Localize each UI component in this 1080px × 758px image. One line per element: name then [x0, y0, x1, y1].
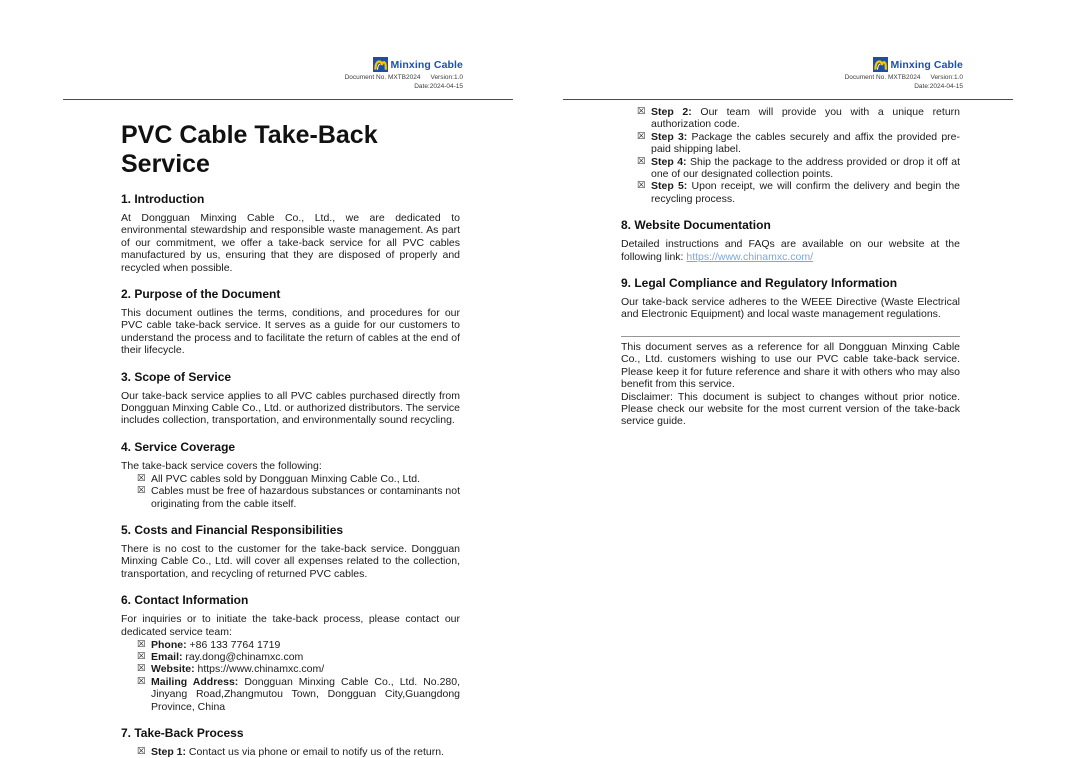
disclaimer-note: Disclaimer: This document is subject to changes without prior notice. Please check our website for the most current version of the take-back service guide. [621, 390, 960, 428]
list-item [137, 485, 460, 510]
ballot-x-icon: ☒ [137, 745, 146, 757]
process-step-text: Step 1: Contact us via phone or email to notify us of the return. [151, 745, 444, 758]
document-version: Version:1.0 [930, 74, 963, 81]
document-date: Date:2024-04-15 [914, 82, 963, 90]
process-step-1 [137, 746, 460, 758]
contact-website [137, 663, 460, 675]
section-heading-website: 8. Website Documentation [621, 218, 771, 233]
document-meta-line1 [63, 74, 463, 83]
page-header [63, 0, 513, 100]
process-step-text: Step 4: Ship the package to the address provided or drop it off at one of our designated collection points. [651, 155, 960, 181]
section-body-scope: Our take-back service applies to all PVC cables purchased directly from Dongguan Minxing Cable Co., Ltd. or authorized distributors. The service includes collection, transportation, and environmentally sound recycling. [121, 389, 460, 427]
section-intro-contact: For inquiries or to initiate the take-back process, please contact our dedicated service team: [121, 613, 460, 638]
coverage-list [121, 473, 460, 510]
document-meta [563, 74, 963, 91]
minxing-logo-icon [373, 57, 388, 72]
ballot-x-icon: ☒ [137, 638, 146, 650]
section-body-introduction: At Dongguan Minxing Cable Co., Ltd., we are dedicated to environmental stewardship and responsible waste management. As part of our commitment, we offer a take-back service for all PVC cables manufactured by us, ensuring that they are disposed of properly and recycled when possible. [121, 212, 460, 274]
ballot-x-icon: ☒ [637, 155, 646, 167]
process-step-5 [637, 180, 960, 205]
ballot-x-icon: ☒ [137, 472, 146, 484]
section-heading-introduction: 1. Introduction [121, 192, 205, 206]
contact-address-text: Mailing Address: Dongguan Minxing Cable Co., Ltd. No.280, Jinyang Road,Zhangmutou Town, Dongguan City,Guangdong Province, China [151, 675, 460, 713]
ballot-x-icon: ☒ [137, 663, 146, 675]
contact-website-text: Website: https://www.chinamxc.com/ [151, 663, 325, 676]
process-step-3 [637, 131, 960, 156]
process-step-text: Step 5: Upon receipt, we will confirm the delivery and begin the recycling process. [651, 180, 960, 205]
page-title: PVC Cable Take-Back Service [121, 121, 378, 178]
page-1 [63, 0, 513, 758]
document-meta-line1 [563, 74, 963, 83]
page-2 [563, 0, 1013, 428]
brand-logo [563, 57, 963, 72]
brand-logo [63, 57, 463, 72]
header-divider [63, 99, 513, 100]
page-header [563, 0, 1013, 100]
ballot-x-icon: ☒ [637, 180, 646, 192]
brand-name: Minxing Cable [390, 58, 463, 71]
section-body-purpose: This document outlines the terms, conditions, and procedures for our PVC cable take-back service. It serves as a guide for our customers to understand the process and to facilitate the return of cables at the end of their lifecycle. [121, 307, 460, 357]
process-step-text: Step 2: Our team will provide you with a unique return authorization code. [651, 106, 960, 131]
section-heading-scope: 3. Scope of Service [121, 369, 232, 384]
document-number: Document No. MXTB2024 [344, 74, 421, 81]
list-item-text: All PVC cables sold by Dongguan Minxing Cable Co., Ltd. [151, 472, 421, 485]
minxing-logo-icon [873, 57, 888, 72]
footer-divider [621, 336, 960, 337]
ballot-x-icon: ☒ [637, 106, 646, 117]
contact-phone [137, 639, 460, 651]
section-heading-costs: 5. Costs and Financial Responsibilities [121, 523, 344, 537]
section-body-costs: There is no cost to the customer for the take-back service. Dongguan Minxing Cable Co., Ltd. will cover all expenses related to the collection, transportation, and recycling of returned PVC cables. [121, 543, 460, 580]
contact-phone-text: Phone: +86 133 7764 1719 [151, 638, 281, 651]
section-intro-coverage: The take-back service covers the following: [121, 459, 322, 472]
document-meta [63, 74, 463, 91]
section-body-website: Detailed instructions and FAQs are available on our website at the following link: https://www.chinamxc.com/ [621, 238, 960, 263]
process-step-text: Step 3: Package the cables securely and affix the provided pre-paid shipping label. [651, 130, 960, 156]
section-body-legal: Our take-back service adheres to the WEEE Directive (Waste Electrical and Electronic Equipment) and local waste management regulations. [621, 296, 960, 321]
closing-note: This document serves as a reference for all Dongguan Minxing Cable Co., Ltd. customers wishing to use our PVC cable take-back service. Please keep it for future reference and share it with others who may also benefit from this service. [621, 340, 960, 391]
list-item-text: Cables must be free of hazardous substances or contaminants not originating from the cable itself. [151, 485, 460, 510]
process-list [121, 746, 460, 758]
list-item [137, 473, 460, 485]
contact-list [121, 639, 460, 713]
section-heading-contact: 6. Contact Information [121, 593, 249, 608]
header-divider [563, 99, 1013, 100]
brand-name: Minxing Cable [890, 58, 963, 71]
contact-email-text: Email: ray.dong@chinamxc.com [151, 650, 304, 663]
section-heading-process: 7. Take-Back Process [121, 725, 244, 740]
section-heading-purpose: 2. Purpose of the Document [121, 287, 281, 302]
website-link[interactable]: https://www.chinamxc.com/ [686, 250, 813, 263]
contact-email [137, 651, 460, 663]
section-heading-legal: 9. Legal Compliance and Regulatory Information [621, 276, 898, 291]
ballot-x-icon: ☒ [637, 130, 646, 142]
contact-address [137, 676, 460, 713]
section-heading-coverage: 4. Service Coverage [121, 439, 236, 454]
ballot-x-icon: ☒ [137, 675, 146, 687]
document-date: Date:2024-04-15 [414, 82, 463, 90]
process-step-2 [637, 106, 960, 131]
process-list-continued [621, 106, 960, 205]
process-step-4 [637, 156, 960, 181]
document-version: Version:1.0 [430, 74, 463, 81]
document-number: Document No. MXTB2024 [844, 74, 921, 81]
ballot-x-icon: ☒ [137, 485, 146, 497]
ballot-x-icon: ☒ [137, 650, 146, 662]
